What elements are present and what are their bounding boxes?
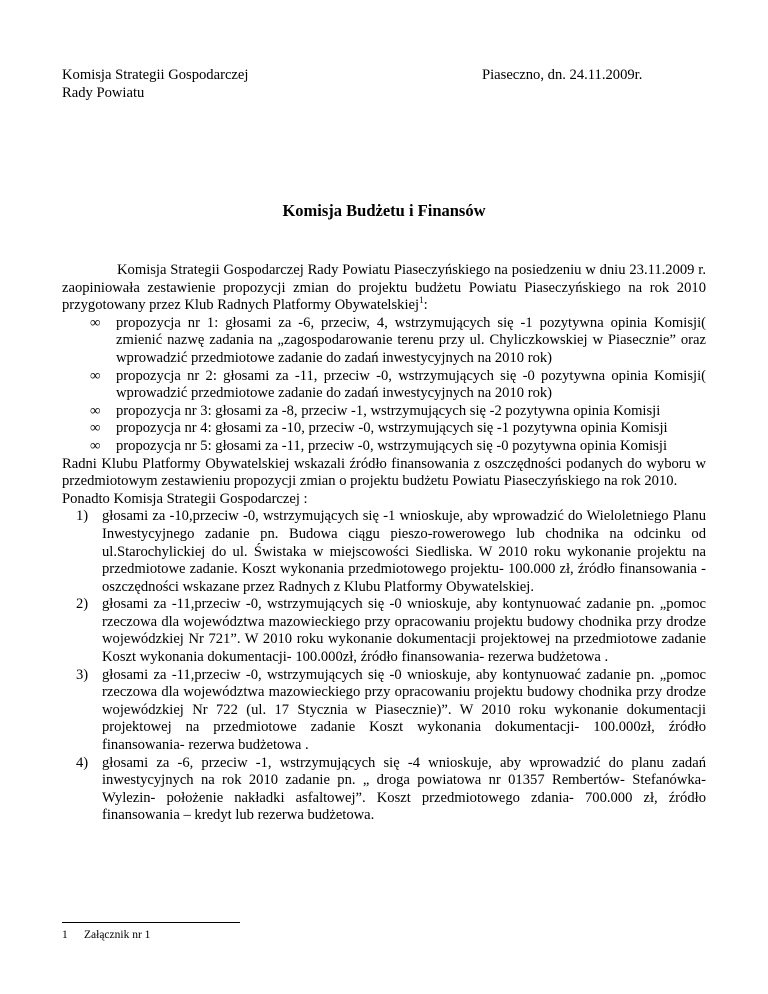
list-item [62,420,706,438]
proposal-text: propozycja nr 3: głosami za -8, przeciw -1, wstrzymujących się -2 pozytywna opinia Komisji [116,402,661,419]
council-name: Rady Powiatu [62,84,145,101]
infinity-bullet-icon: ∞ [90,402,101,419]
proposal-text: propozycja nr 5: głosami za -11, przeciw -0, wstrzymujących się -0 pozytywna opinia Komisji [116,437,668,454]
proposal-list [62,315,706,456]
motion-text: głosami za -11,przeciw -0, wstrzymujących się -0 wnioskuje, aby kontynuować zadanie pn. „pomoc rzeczowa dla województwa mazowieckiego przy opracowaniu projektu budowy chodnika przy drodze wojewódzkiej Nr 721”. W 2010 roku wykonanie dokumentacji projektowej na przedmiotowe zadanie Koszt wykonania dokumentacji- 100.000zł, źródło finansowania- rezerwa budżetowa . [102,596,706,666]
footnote-text: Załącznik nr 1 [84,929,151,941]
list-item [62,368,706,403]
list-item [62,438,706,456]
intro-paragraph [62,262,706,315]
footnote-reference: 1 [419,295,424,306]
motion-text: głosami za -10,przeciw -0, wstrzymujących się -1 wnioskuje, aby wprowadzić do Wieloletniego Planu Inwestycyjnego zadanie pn. Budowa ciągu pieszo-rowerowego lub chodnika na odcinku od ul.Starochylickiej do ul. Świstaka w miejscowości Siedliska. W 2010 roku wykonanie projektu na przedmiotowe zadanie. Koszt wykonania przedmiotowego projektu- 100.000 zł, źródło finansowania -oszczędności wskazane przez Radnych z Klubu Platformy Obywatelskiej. [102,508,706,595]
further-intro: Ponadto Komisja Strategii Gospodarczej : [62,490,308,507]
footnote-number: 1 [62,929,68,941]
document-title: Komisja Budżetu i Finansów [282,201,486,220]
infinity-bullet-icon: ∞ [90,314,101,331]
financing-note: Radni Klubu Platformy Obywatelskiej wskazali źródło finansowania z oszczędności podanych do wyboru w przedmiotowym zestawieniu propozycji zmian o projektu budżetu Powiatu Piaseczyńskiego na rok 2010. [62,455,706,490]
motion-number: 3) [76,666,89,683]
list-item [62,508,706,596]
infinity-bullet-icon: ∞ [90,367,101,384]
committee-name: Komisja Strategii Gospodarczej [62,67,249,83]
infinity-bullet-icon: ∞ [90,437,101,454]
motion-text: głosami za -11,przeciw -0, wstrzymujących się -0 wnioskuje, aby kontynuować zadanie pn. „pomoc rzeczowa dla województwa mazowieckiego przy opracowaniu projektu budowy chodnika przy drodze wojewódzkiej Nr 722 (ul. 17 Stycznia w Piasecznie)”. W 2010 roku wykonanie dokumentacji projektowej na przedmiotowe zadanie Koszt wykonania dokumentacji- 100.000zł, źródło finansowania- rezerwa budżetowa . [102,666,706,754]
intro-colon: : [423,297,428,314]
motion-number: 2) [76,596,89,613]
motion-text: głosami za -6, przeciw -1, wstrzymujących się -4 wnioskuje, aby wprowadzić do planu zadań inwestycyjnych na rok 2010 zadanie pn. „ droga powiatowa nr 01357 Rembertów- Stefanówka- Wylezin- położenie nakładki asfaltowej”. Koszt przedmiotowego zdania- 700.000 zł, źródło finansowania – kredyt lub rezerwa budżetowa. [102,754,706,824]
intro-text: Komisja Strategii Gospodarczej Rady Powiatu Piaseczyńskiego na posiedzeniu w dniu 23.11.2009 r. zaopiniowała zestawienie propozycji zmian do projektu budżetu Powiatu Piaseczyńskiego na rok 2010 przygotowany przez Klub Radnych Platformy Obywatelskiej [62,262,706,314]
list-item [62,403,706,421]
proposal-text: propozycja nr 1: głosami za -6, przeciw, 4, wstrzymujących się -1 pozytywna opinia Komisji( zmienić nazwę zadania na „zagospodarowanie terenu przy ul. Chyliczkowskiej w Piasecznie” oraz wprowadzić przedmiotowe zadanie do zadań inwestycyjnych na 2010 rok) [116,314,706,366]
motion-list [62,508,706,825]
proposal-text: propozycja nr 4: głosami za -10, przeciw -0, wstrzymujących się -1 pozytywna opinia Komisji [116,420,668,437]
motion-number: 4) [76,754,89,771]
infinity-bullet-icon: ∞ [90,420,101,437]
place-date: Piaseczno, dn. 24.11.2009r. [482,67,643,83]
list-item [62,755,706,825]
document-body [62,262,706,825]
list-item [62,667,706,755]
proposal-text: propozycja nr 2: głosami za -11, przeciw -0, wstrzymujących się -0 pozytywna opinia Komisji( wprowadzić przedmiotowe zadanie do zadań inwestycyjnych na 2010 rok) [116,367,706,402]
list-item [62,596,706,666]
motion-number: 1) [76,508,89,525]
footnote-separator [62,922,240,923]
footnote [62,928,150,942]
list-item [62,315,706,368]
committee-header [62,67,248,102]
